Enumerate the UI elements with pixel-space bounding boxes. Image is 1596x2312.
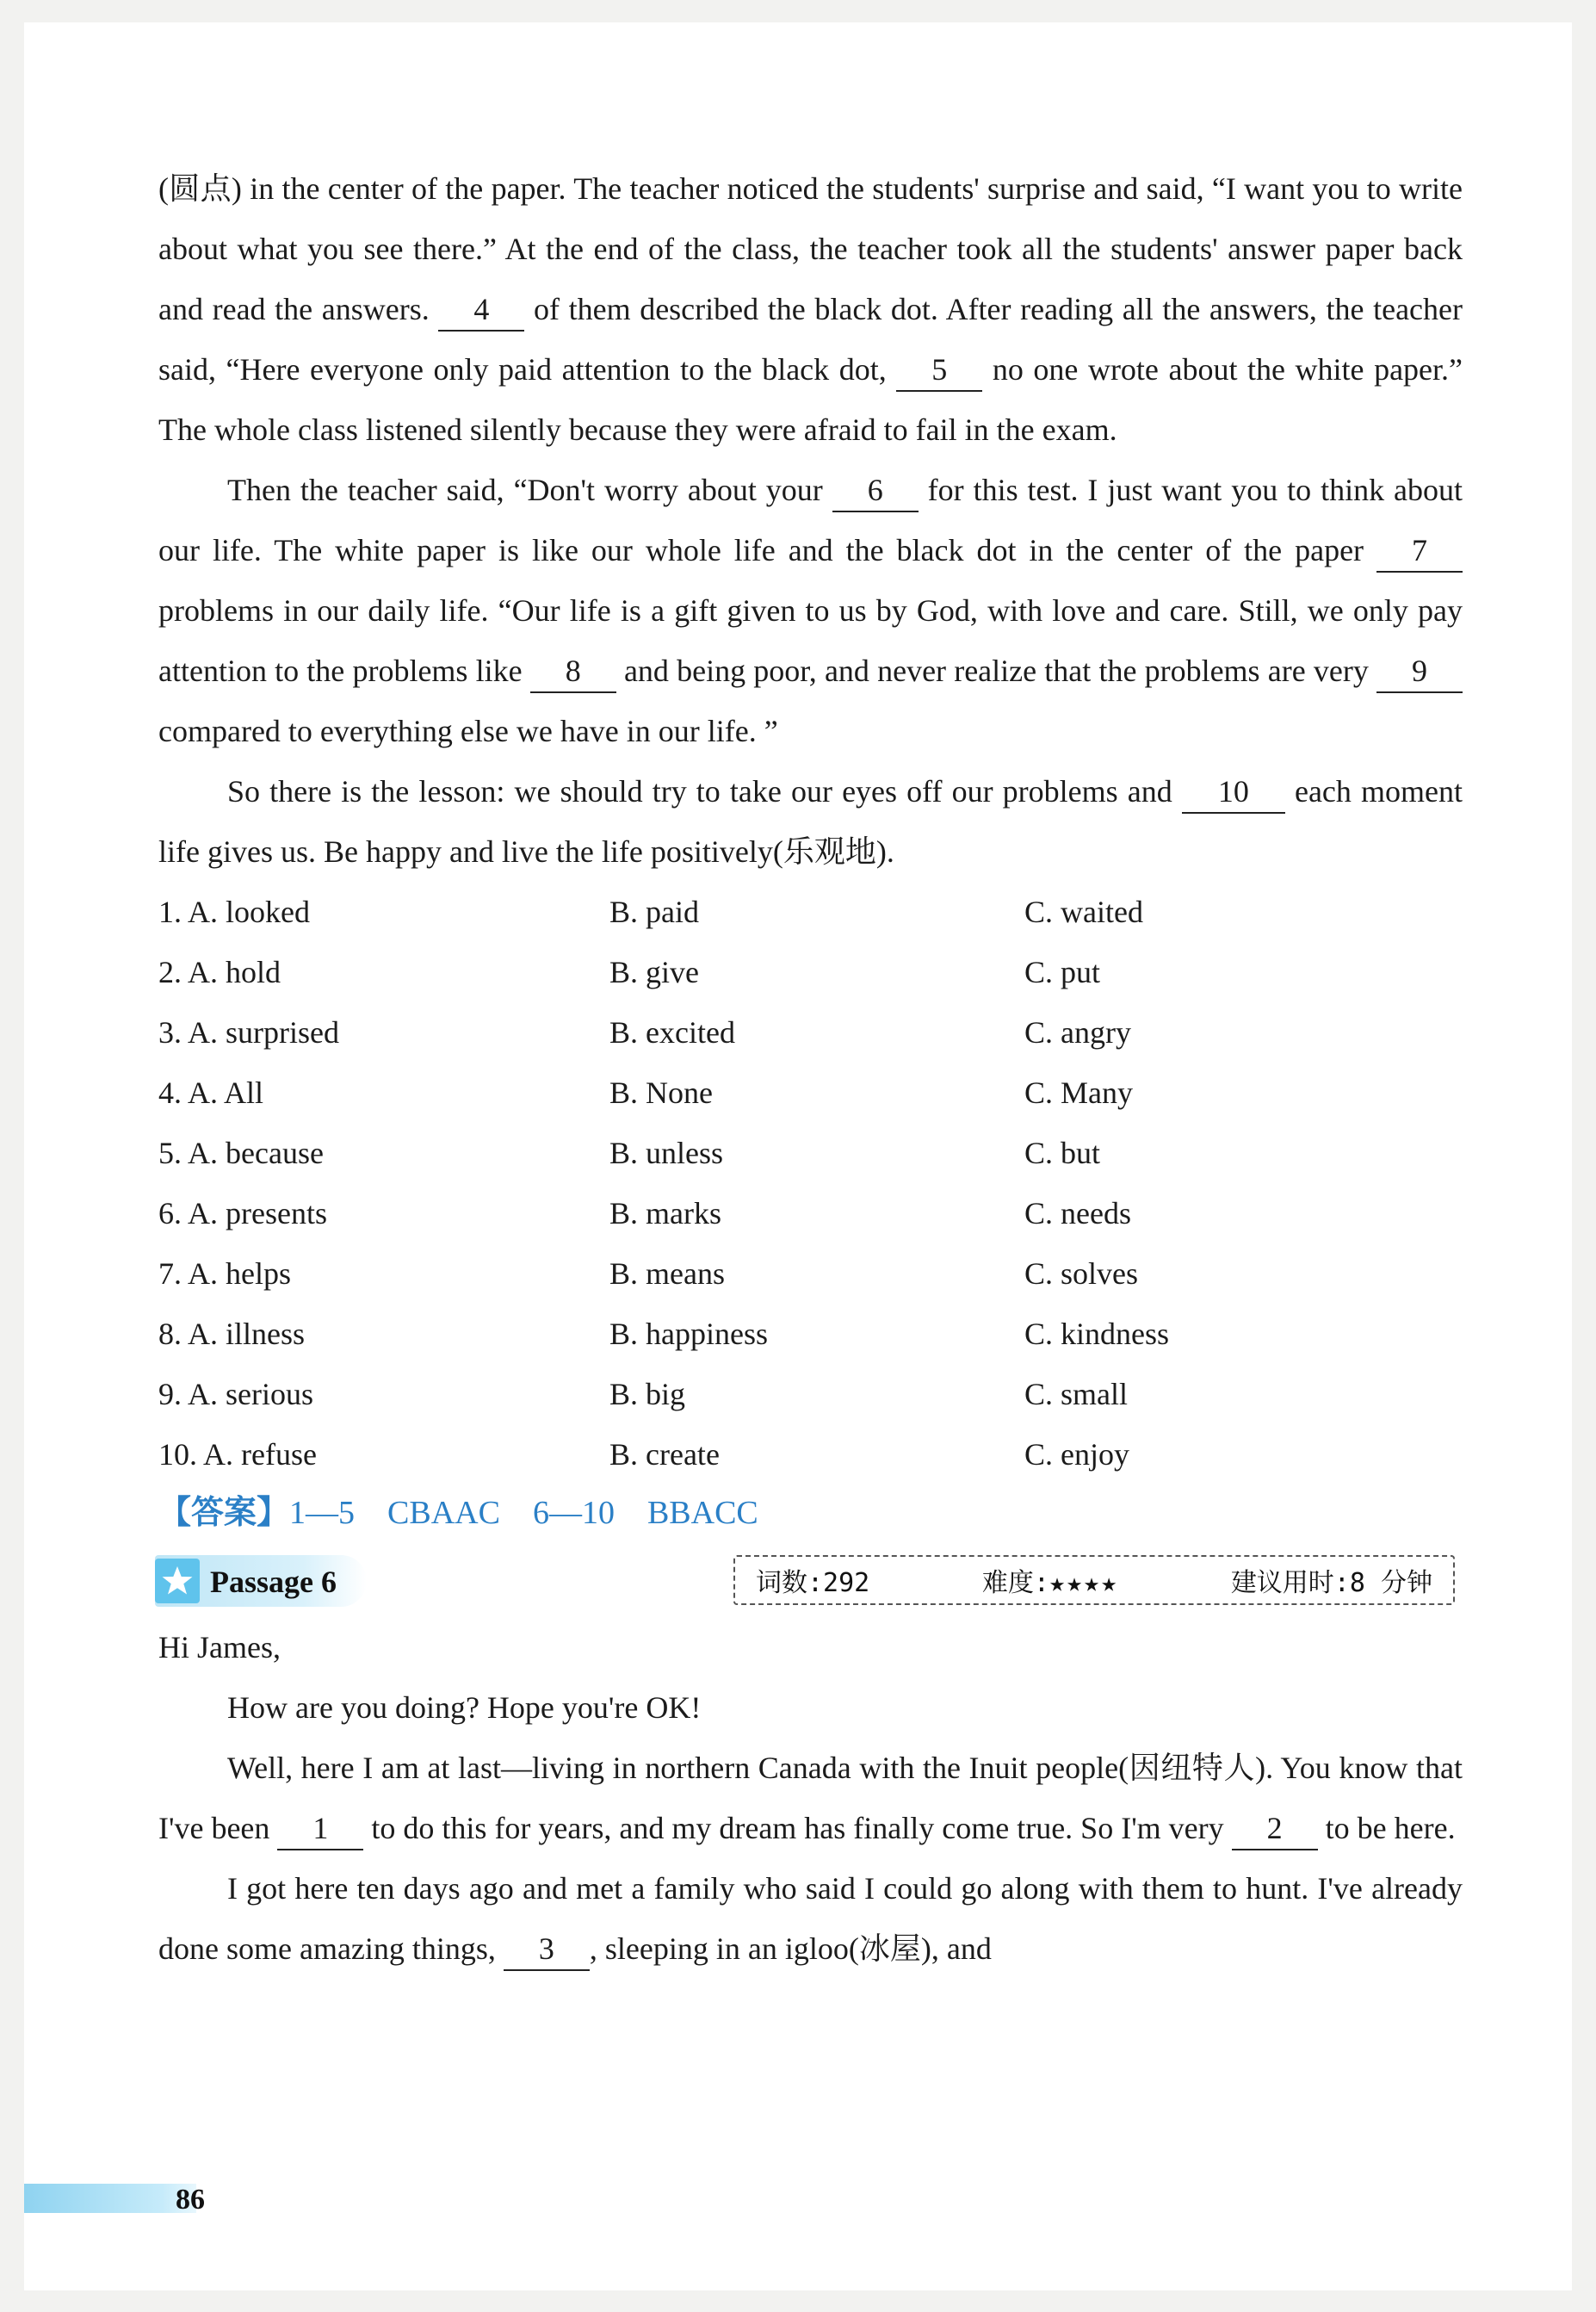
option-b: B. None: [609, 1075, 713, 1110]
option-row: [158, 1364, 1463, 1424]
option-c: C. needs: [1024, 1196, 1131, 1230]
option-row: [158, 942, 1463, 1002]
option-b: B. excited: [609, 1015, 735, 1050]
option-row: [158, 1243, 1463, 1304]
option-c: C. put: [1024, 955, 1101, 989]
passage-title: Passage 6: [210, 1565, 337, 1599]
text-run: of them described the black dot. After reading all the answers, the teacher said, “Here everyone only paid attention to the black dot,: [158, 292, 1463, 387]
text-run: to be here.: [1325, 1811, 1456, 1845]
passage5-paragraph-3: [158, 761, 1463, 882]
text-run: to do this for years, and my dream has finally come true. So I'm very: [371, 1811, 1224, 1845]
blank-6: 6: [832, 469, 919, 512]
letter-greeting: [158, 1617, 1463, 1677]
blank-5: 5: [896, 349, 982, 392]
blank-7: 7: [1376, 530, 1463, 573]
blank-3: 3: [504, 1928, 590, 1971]
option-a: 3. A. surprised: [158, 1015, 339, 1050]
option-a: 2. A. hold: [158, 955, 281, 989]
option-row: [158, 1424, 1463, 1485]
blank-8: 8: [530, 650, 616, 693]
text-run: , sleeping in an igloo(冰屋), and: [589, 1931, 992, 1966]
option-b: B. create: [609, 1437, 720, 1472]
option-a: 5. A. because: [158, 1136, 324, 1170]
option-b: B. marks: [609, 1196, 721, 1230]
difficulty-stars: ★★★★: [1049, 1568, 1119, 1598]
option-b: B. unless: [609, 1136, 724, 1170]
answer-key-1: CBAAC: [387, 1495, 500, 1531]
blank-1: 1: [277, 1807, 363, 1850]
star-icon: [155, 1559, 200, 1603]
option-row: [158, 1304, 1463, 1364]
option-c: C. enjoy: [1024, 1437, 1129, 1472]
options-list: [158, 882, 1463, 1485]
option-a: 9. A. serious: [158, 1377, 313, 1411]
option-a: 6. A. presents: [158, 1196, 327, 1230]
answer-tag: 【答案】: [158, 1495, 290, 1531]
text-run: I got here ten days ago and met a family who said I could go along with them to hunt. I've already done some amazing things,: [158, 1871, 1463, 1966]
text-run: and being poor, and never realize that the problems are very: [623, 654, 1369, 688]
footer-bar: [24, 2184, 196, 2213]
option-b: B. means: [609, 1256, 725, 1291]
blank-10: 10: [1182, 771, 1285, 814]
page-number: 86: [176, 2184, 205, 2216]
text-run: each moment life gives us. Be happy and live the life positively(乐观地).: [158, 774, 1463, 869]
option-a: 4. A. All: [158, 1075, 264, 1110]
text-run: Then the teacher said, “Don't worry about your: [227, 473, 823, 507]
option-row: [158, 1063, 1463, 1123]
option-c: C. Many: [1024, 1075, 1133, 1110]
option-b: B. give: [609, 955, 699, 989]
option-b: B. paid: [609, 895, 699, 929]
text-run: compared to everything else we have in our life. ”: [158, 714, 778, 748]
option-c: C. waited: [1024, 895, 1143, 929]
option-a: 7. A. helps: [158, 1256, 292, 1291]
passage-badge: [155, 1555, 367, 1607]
blank-4: 4: [438, 288, 524, 332]
difficulty-label: 难度:: [981, 1568, 1049, 1598]
answer-range-2: 6—10: [532, 1495, 615, 1531]
passage6-paragraph-3: [158, 1858, 1463, 1979]
text-run: Hi James,: [158, 1630, 281, 1664]
passage6-header: [158, 1548, 1463, 1615]
option-c: C. kindness: [1024, 1317, 1170, 1351]
option-b: B. big: [609, 1377, 686, 1411]
passage5-paragraph-2: [158, 460, 1463, 761]
option-row: [158, 1123, 1463, 1183]
text-run: (圆点) in the center of the paper. The teacher noticed the students' surprise and said, “I want you to write about what you see there.” At the end of the class, the teacher took all the students' answer paper back and read the answers.: [158, 171, 1463, 326]
passage5-paragraph-1: [158, 158, 1463, 460]
text-run: Well, here I am at last—living in northern Canada with the Inuit people(因纽特人). You know that I've been: [158, 1751, 1463, 1845]
passage6-paragraph-1: [158, 1677, 1463, 1738]
passage6-paragraph-2: [158, 1738, 1463, 1858]
text-run: no one wrote about the white paper.” The whole class listened silently because they were afraid to fail in the exam.: [158, 352, 1463, 447]
blank-9: 9: [1376, 650, 1463, 693]
option-b: B. happiness: [609, 1317, 768, 1351]
text-run: So there is the lesson: we should try to take our eyes off our problems and: [227, 774, 1172, 809]
option-row: [158, 1002, 1463, 1063]
suggested-time: 建议用时:8 分钟: [1230, 1568, 1432, 1598]
answer-key: [158, 1483, 1463, 1543]
text-run: for this test. I just want you to think about our life. The white paper is like our whole life and the black dot in the center of the paper: [158, 473, 1463, 567]
option-a: 1. A. looked: [158, 895, 310, 929]
answer-key-2: BBACC: [646, 1495, 758, 1531]
option-c: C. but: [1024, 1136, 1101, 1170]
main-content: [158, 158, 1463, 1979]
blank-2: 2: [1232, 1807, 1318, 1850]
text-run: How are you doing? Hope you're OK!: [227, 1690, 702, 1725]
option-c: C. solves: [1024, 1256, 1139, 1291]
option-row: [158, 1183, 1463, 1243]
word-count: 词数:292: [756, 1568, 870, 1598]
option-c: C. angry: [1024, 1015, 1131, 1050]
passage-info-box: [733, 1555, 1455, 1605]
option-a: 8. A. illness: [158, 1317, 306, 1351]
difficulty: [982, 1561, 1118, 1599]
answer-range-1: 1—5: [289, 1495, 356, 1531]
text-run: problems in our daily life. “Our life is a gift given to us by God, with love and care. Still, we only pay attention to the problems like: [158, 593, 1463, 688]
option-row: [158, 882, 1463, 942]
option-c: C. small: [1024, 1377, 1129, 1411]
option-a: 10. A. refuse: [158, 1437, 317, 1472]
